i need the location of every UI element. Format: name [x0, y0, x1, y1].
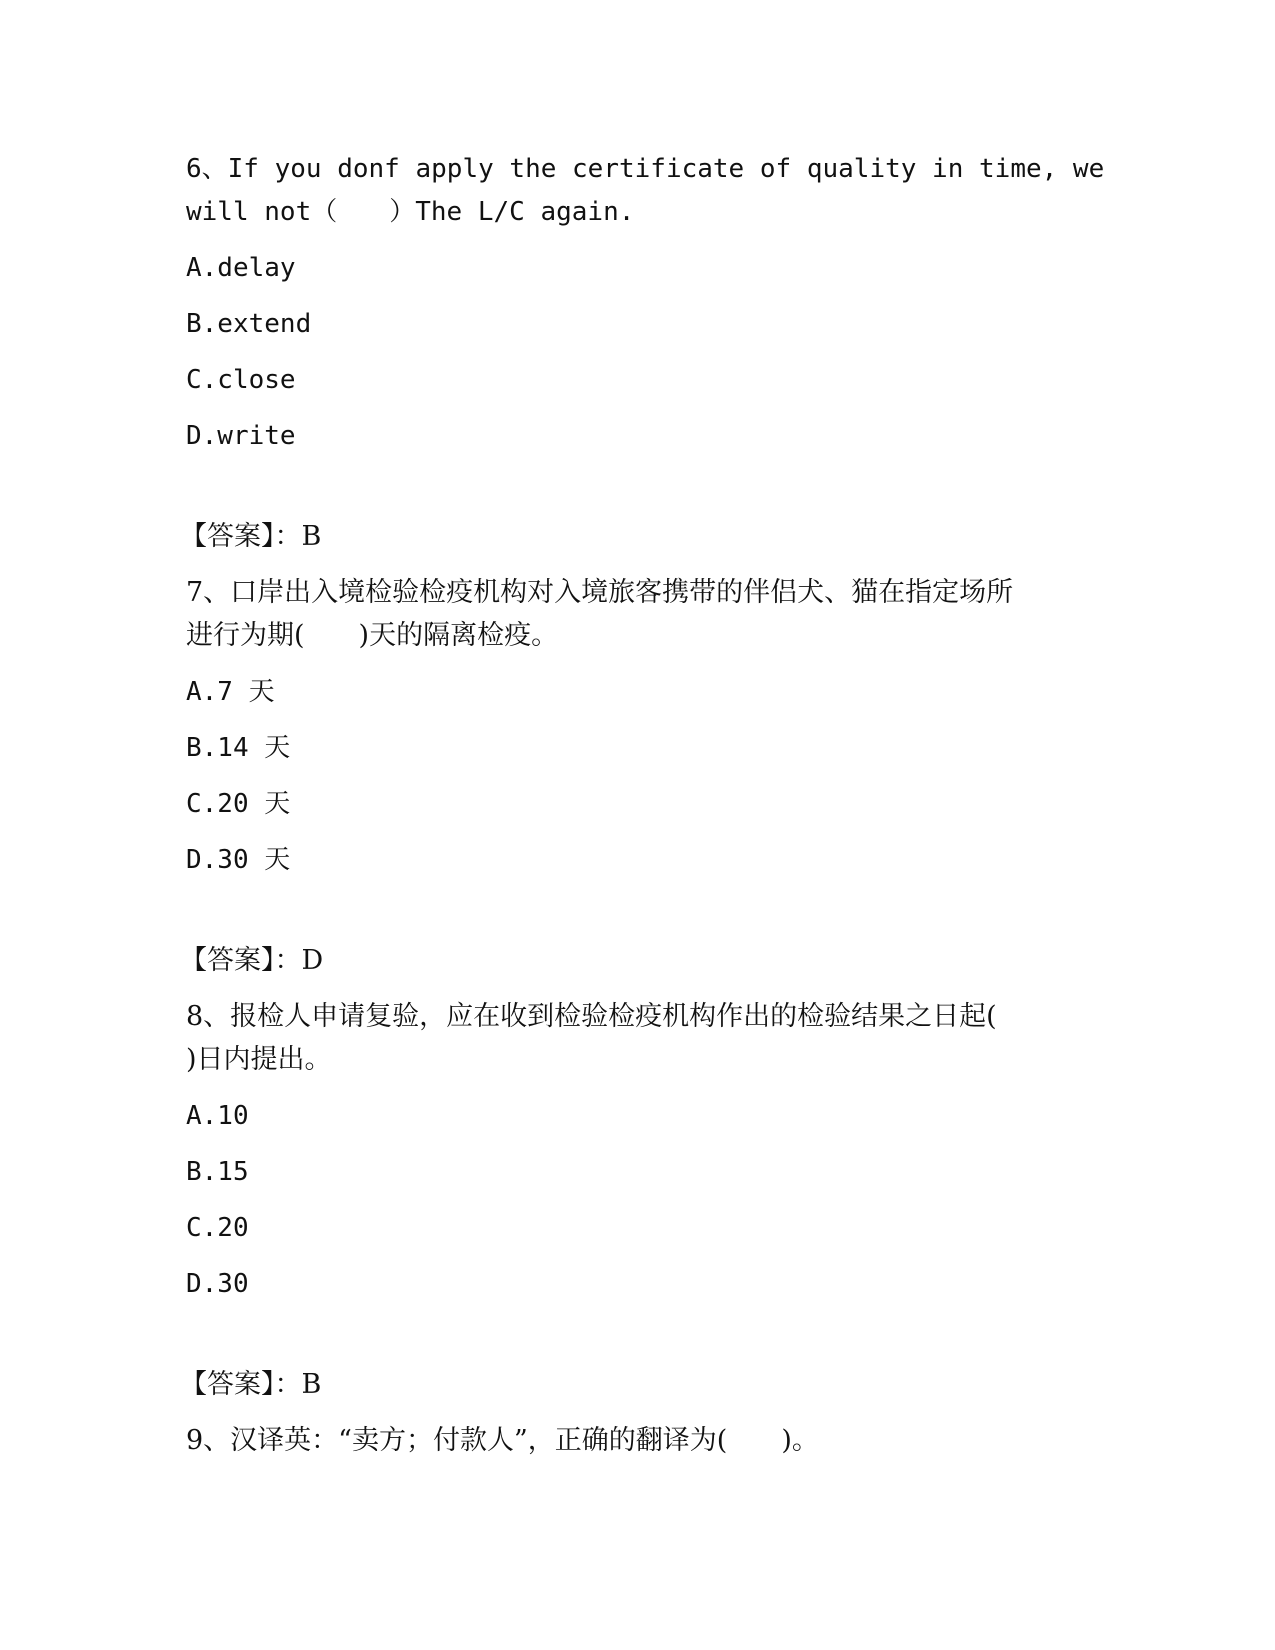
- question-7-option-d: D.30 天: [186, 845, 291, 875]
- question-6-answer: 【答案】：B: [180, 521, 322, 552]
- question-8-answer: 【答案】：B: [180, 1369, 322, 1400]
- question-7-option-a: A.7 天: [186, 677, 275, 707]
- question-8-option-a: A.10: [186, 1101, 249, 1131]
- question-8-line-1: 8、报检人申请复验，应在收到检验检疫机构作出的检验结果之日起(: [186, 1001, 997, 1032]
- question-9-line-1: 9、汉译英：“卖方；付款人”，正确的翻译为( )。: [186, 1425, 819, 1456]
- question-6-option-c: C.close: [186, 365, 296, 395]
- question-6-option-d: D.write: [186, 421, 296, 451]
- question-7-line-2: 进行为期( )天的隔离检疫。: [186, 620, 559, 651]
- question-8-option-b: B.15: [186, 1157, 249, 1187]
- question-6-option-a: A.delay: [186, 253, 296, 283]
- question-6-line-1: 6、If you donf apply the certificate of quality in time, we: [186, 154, 1105, 184]
- question-6-line-2: will not（ ）The L/C again.: [186, 197, 635, 227]
- question-8-option-c: C.20: [186, 1213, 249, 1243]
- question-8-option-d: D.30: [186, 1269, 249, 1299]
- question-7-option-c: C.20 天: [186, 789, 291, 819]
- question-6-option-b: B.extend: [186, 309, 312, 339]
- question-8-line-2: )日内提出。: [186, 1044, 332, 1075]
- question-7-option-b: B.14 天: [186, 733, 291, 763]
- question-7-line-1: 7、口岸出入境检验检疫机构对入境旅客携带的伴侣犬、猫在指定场所: [186, 577, 1014, 608]
- question-7-answer: 【答案】：D: [180, 945, 324, 976]
